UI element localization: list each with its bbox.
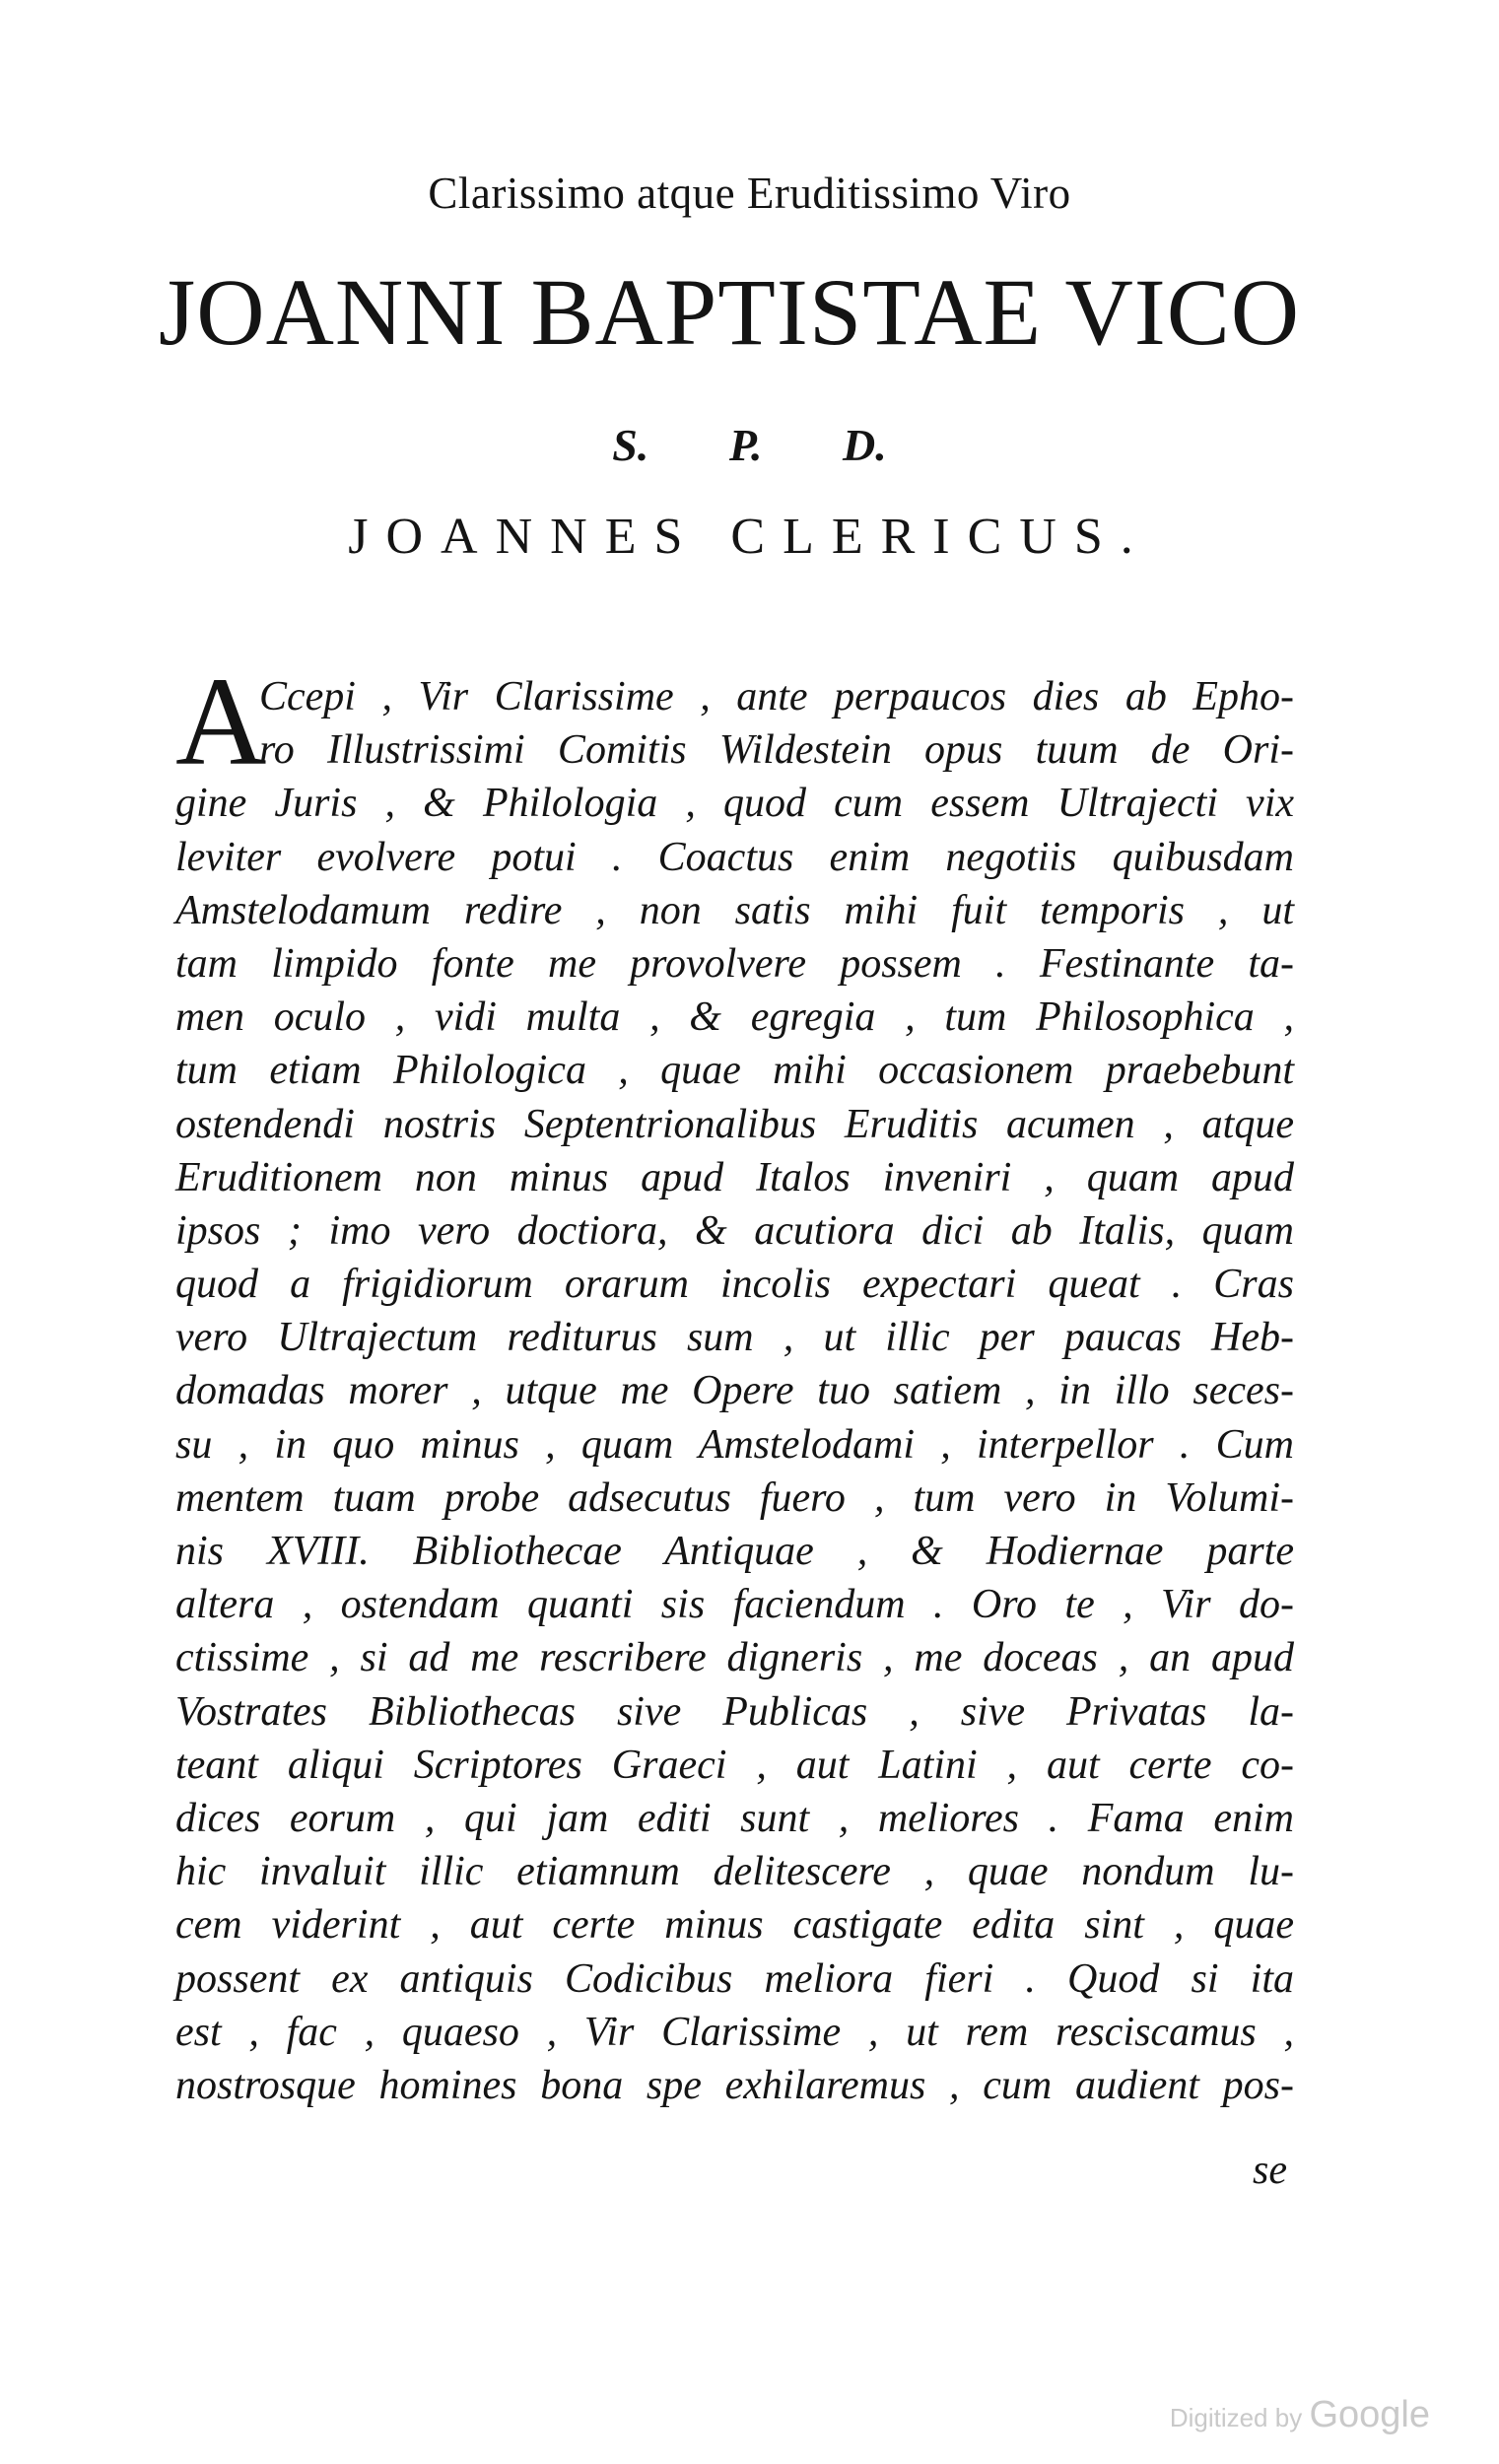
text-line: domadas morer , utque me Opere tuo satiem , in illo seces-: [175, 1368, 1294, 1414]
text-line: su , in quo minus , quam Amstelodami , interpellor . Cum: [175, 1421, 1294, 1468]
text-line: Eruditionem non minus apud Italos inveniri , quam apud: [175, 1154, 1294, 1200]
text-line: ro Illustrissimi Comitis Wildestein opus tuum de Ori-: [259, 727, 1294, 774]
text-line: mentem tuam probe adsecutus fuero , tum vero in Volumi-: [175, 1474, 1294, 1521]
recipient-name: JOANNI BAPTISTAE VICO: [158, 259, 1301, 365]
text-line: gine Juris , & Philologia , quod cum essem Ultrajecti vix: [175, 781, 1294, 827]
text-line: hic invaluit illic etiamnum delitescere , quae nondum lu-: [175, 1849, 1294, 1895]
digitized-watermark: [1170, 2394, 1430, 2436]
text-line: ctissime , si ad me rescribere digneris , me doceas , an apud: [175, 1635, 1294, 1681]
text-line: est , fac , quaeso , Vir Clarissime , ut rem resciscamus ,: [175, 2009, 1294, 2055]
text-line: altera , ostendam quanti sis faciendum . Oro te , Vir do-: [175, 1582, 1294, 1628]
text-line: possent ex antiquis Codicibus meliora fieri . Quod si ita: [175, 1955, 1294, 2002]
text-line: tum etiam Philologica , quae mihi occasionem praebebunt: [175, 1048, 1294, 1094]
text-line: nis XVIII. Bibliothecae Antiquae , & Hodiernae parte: [175, 1529, 1294, 1574]
letter-body: [175, 670, 1294, 2112]
watermark-brand: Google: [1309, 2394, 1430, 2435]
text-line: dices eorum , qui jam editi sunt , meliores . Fama enim: [175, 1795, 1294, 1841]
text-line: ipsos ; imo vero doctiora, & acutiora dici ab Italis, quam: [175, 1207, 1294, 1254]
text-line: tam limpido fonte me provolvere possem . Festinante ta-: [175, 940, 1294, 987]
text-line: cem viderint , aut certe minus castigate edita sint , quae: [175, 1902, 1294, 1949]
text-line: ostendendi nostris Septentrionalibus Eruditis acumen , atque: [175, 1101, 1294, 1147]
text-line: nostrosque homines bona spe exhilaremus , cum audient pos-: [175, 2062, 1294, 2108]
text-line: men oculo , vidi multa , & egregia , tum Philosophica ,: [175, 994, 1294, 1041]
text-line: vero Ultrajectum rediturus sum , ut illic per paucas Heb-: [175, 1315, 1294, 1361]
sender-name: JOANNES CLERICUS.: [348, 509, 1151, 565]
salutation-line: Clarissimo atque Eruditissimo Viro: [428, 169, 1071, 218]
text-line: teant aliqui Scriptores Graeci , aut Latini , aut certe co-: [175, 1742, 1294, 1788]
text-line: leviter evolvere potui . Coactus enim negotiis quibusdam: [175, 834, 1294, 880]
text-line: Amstelodamum redire , non satis mihi fuit temporis , ut: [175, 887, 1294, 933]
text-line: Ccepi , Vir Clarissime , ante perpaucos dies ab Epho-: [259, 674, 1294, 719]
catchword: se: [1253, 2148, 1287, 2193]
greeting-abbreviation: S. P. D.: [612, 420, 887, 470]
drop-cap: A: [175, 651, 267, 791]
watermark-prefix: Digitized by: [1169, 2403, 1303, 2432]
text-line: quod a frigidiorum orarum incolis expectari queat . Cras: [175, 1262, 1294, 1308]
text-line: Vostrates Bibliothecas sive Publicas , sive Privatas la-: [175, 1688, 1294, 1735]
